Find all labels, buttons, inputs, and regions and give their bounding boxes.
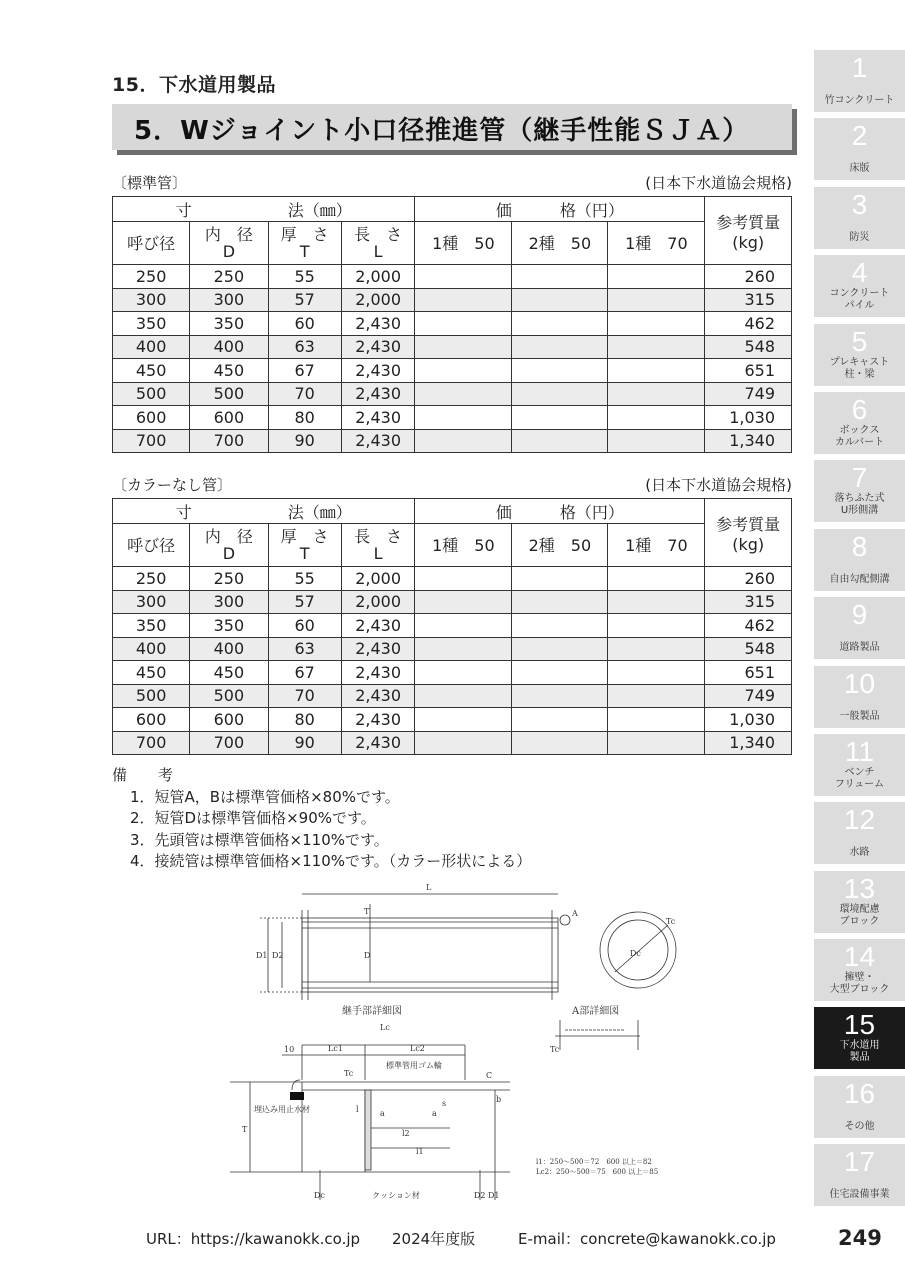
table-row (113, 590, 792, 614)
cell-mass: 1,340 (705, 731, 792, 755)
dim-D1-joint: D1 (488, 1191, 500, 1200)
table-row (113, 359, 792, 383)
notes-heading: 備 考 (112, 766, 182, 784)
chapter-tab-label: 床版 (849, 163, 870, 175)
table-row (113, 335, 792, 359)
dim-Dc-joint: Dc (314, 1191, 325, 1200)
cell-length: 2,430 (341, 708, 415, 732)
chapter-tab-label: 住宅設備事業 (829, 1189, 890, 1201)
cell-nominal: 350 (113, 312, 190, 336)
dim-T: T (364, 907, 370, 916)
cell-nominal: 600 (113, 708, 190, 732)
cell-nominal: 500 (113, 684, 190, 708)
cell-length: 2,000 (341, 288, 415, 312)
cell-price-2 (512, 312, 608, 336)
cell-thick: 70 (268, 684, 341, 708)
chapter-tab-label: 落ちふた式 U形側溝 (834, 493, 885, 517)
thick-header: 厚 さ T (268, 222, 341, 265)
price-col-3: 1種 70 (608, 222, 705, 265)
cell-mass: 749 (705, 382, 792, 406)
mass-header: 参考質量 (kg) (705, 197, 792, 265)
cell-price-3 (608, 708, 705, 732)
rubber-ring-label: 標準管用ゴム輪 (386, 1061, 442, 1070)
table-row (113, 429, 792, 453)
cell-mass: 548 (705, 335, 792, 359)
nominal-header: 呼び径 (113, 524, 190, 567)
joint-detail (230, 1045, 510, 1200)
table-row (113, 265, 792, 289)
cell-price-3 (608, 661, 705, 685)
cell-price-1 (415, 614, 512, 638)
cell-mass: 1,030 (705, 406, 792, 430)
cell-price-2 (512, 708, 608, 732)
chapter-tab-label: コンクリート パイル (829, 288, 890, 312)
chapter-tab-16[interactable] (814, 1076, 905, 1138)
cell-thick: 70 (268, 382, 341, 406)
cell-inner: 700 (190, 429, 268, 453)
chapter-tab-number: 5 (851, 325, 868, 357)
chapter-tab-number: 8 (851, 530, 868, 562)
cell-nominal: 250 (113, 265, 190, 289)
standard-note: (日本下水道協会規格) (645, 174, 792, 192)
cell-price-1 (415, 661, 512, 685)
chapter-tab-label: 自由勾配側溝 (829, 573, 890, 585)
cell-nominal: 450 (113, 359, 190, 383)
footer-email[interactable]: E-mail：concrete@kawanokk.co.jp (518, 1230, 776, 1248)
chapter-tab-number: 6 (851, 393, 868, 425)
cell-mass: 260 (705, 265, 792, 289)
chapter-tab-number: 7 (851, 462, 868, 494)
price-header: 価 格（円） (415, 197, 705, 222)
cell-length: 2,430 (341, 731, 415, 755)
cell-inner: 450 (190, 661, 268, 685)
cell-inner: 350 (190, 614, 268, 638)
price-col-1: 1種 50 (415, 524, 512, 567)
note-item: 1．短管A，Bは標準管価格×80%です。 (130, 787, 400, 806)
chapter-tab-label: 防災 (849, 231, 870, 243)
chapter-tab-11[interactable] (814, 734, 905, 796)
chapter-tab-number: 14 (843, 941, 876, 973)
cell-mass: 651 (705, 359, 792, 383)
dim-header: 寸 法（㎜） (113, 499, 415, 524)
cell-nominal: 700 (113, 731, 190, 755)
cell-price-3 (608, 614, 705, 638)
dim-l: l (356, 1105, 359, 1114)
chapter-tab-8[interactable] (814, 529, 905, 591)
cell-length: 2,000 (341, 567, 415, 591)
cell-length: 2,430 (341, 429, 415, 453)
section-label: 15．下水道用製品 (112, 74, 276, 96)
chapter-tab-1[interactable] (814, 50, 905, 112)
chapter-tab-label: 下水道用 製品 (839, 1040, 880, 1064)
cell-price-3 (608, 684, 705, 708)
cell-price-3 (608, 359, 705, 383)
cell-length: 2,430 (341, 335, 415, 359)
cell-thick: 80 (268, 406, 341, 430)
chapter-tab-label: ボックス カルバート (834, 424, 885, 448)
a-detail (555, 1020, 640, 1050)
cell-thick: 57 (268, 590, 341, 614)
cell-inner: 250 (190, 567, 268, 591)
chapter-tab-label: 一般製品 (839, 710, 880, 722)
standard-note: (日本下水道協会規格) (645, 476, 792, 494)
chapter-tab-number: 13 (843, 872, 876, 904)
dim-D2: D2 (272, 951, 284, 960)
dim-b: b (496, 1095, 502, 1104)
dim-Lc2: Lc2 (410, 1044, 425, 1053)
cell-price-3 (608, 335, 705, 359)
cell-price-2 (512, 661, 608, 685)
chapter-tab-number: 4 (851, 257, 868, 289)
cell-inner: 400 (190, 637, 268, 661)
dim-l2: l2 (402, 1129, 410, 1138)
dim-a1: a (380, 1109, 385, 1118)
chapter-tab-6[interactable] (814, 392, 905, 454)
page-title: 5．Wジョイント小口径推進管（継手性能ＳＪＡ） (134, 116, 750, 146)
cell-mass: 548 (705, 637, 792, 661)
mark-A: A (572, 909, 578, 918)
chapter-tabs (814, 50, 905, 1213)
chapter-tab-2[interactable] (814, 118, 905, 180)
spec-table-standard (112, 196, 792, 453)
spec-table-collarless (112, 498, 792, 755)
thick-header: 厚 さ T (268, 524, 341, 567)
cell-price-3 (608, 265, 705, 289)
chapter-tab-label: その他 (844, 1120, 875, 1132)
cell-price-2 (512, 429, 608, 453)
cell-inner: 350 (190, 312, 268, 336)
cell-inner: 500 (190, 382, 268, 406)
cell-thick: 67 (268, 661, 341, 685)
cell-price-1 (415, 382, 512, 406)
table-row (113, 312, 792, 336)
table-row (113, 614, 792, 638)
cell-price-1 (415, 312, 512, 336)
cell-price-3 (608, 429, 705, 453)
cell-inner: 450 (190, 359, 268, 383)
dim-Tc-section: Tc (666, 917, 676, 926)
cell-price-2 (512, 684, 608, 708)
table-row (113, 567, 792, 591)
cell-price-2 (512, 359, 608, 383)
cell-thick: 90 (268, 731, 341, 755)
note-item: 4．接続管は標準管価格×110%です。（カラー形状による） (130, 852, 532, 870)
cell-price-2 (512, 265, 608, 289)
dim-Lc: Lc (380, 1023, 390, 1032)
table-caption: 〔標準管〕 (112, 174, 188, 192)
cell-mass: 462 (705, 312, 792, 336)
notes (112, 765, 531, 873)
dim-Lc1: Lc1 (328, 1044, 343, 1053)
chapter-tab-label: 竹コンクリート (824, 95, 895, 106)
cell-length: 2,430 (341, 359, 415, 383)
cell-price-2 (512, 637, 608, 661)
cell-price-3 (608, 637, 705, 661)
cell-thick: 57 (268, 288, 341, 312)
table-row (113, 661, 792, 685)
price-col-1: 1種 50 (415, 222, 512, 265)
dim-D2-joint: D2 (474, 1191, 486, 1200)
joint-detail-caption: 継手部詳細図 (342, 1006, 402, 1017)
chapter-tab-label: ベンチ フリューム (834, 766, 885, 790)
dim-l1: l1 (416, 1147, 424, 1156)
dim-Dc: Dc (630, 949, 641, 958)
chapter-tab-9[interactable] (814, 597, 905, 659)
chapter-tab-number: 11 (844, 735, 875, 767)
chapter-tab-13[interactable] (814, 871, 905, 933)
table-row (113, 637, 792, 661)
cell-nominal: 400 (113, 335, 190, 359)
chapter-tab-number: 3 (851, 188, 868, 220)
cell-price-2 (512, 590, 608, 614)
cell-length: 2,430 (341, 312, 415, 336)
cell-price-2 (512, 335, 608, 359)
dim-D: D (364, 951, 371, 960)
cell-price-1 (415, 265, 512, 289)
chapter-tab-17[interactable] (814, 1144, 905, 1206)
cell-thick: 55 (268, 567, 341, 591)
chapter-tab-label: プレキャスト 柱・梁 (829, 356, 890, 380)
dim-T-joint: T (242, 1125, 248, 1134)
cell-mass: 462 (705, 614, 792, 638)
dim-10: 10 (284, 1045, 295, 1054)
chapter-tab-7[interactable] (814, 460, 905, 522)
chapter-tab-label: 擁壁・ 大型ブロック (829, 972, 890, 996)
chapter-tab-number: 9 (851, 599, 868, 631)
cell-length: 2,000 (341, 265, 415, 289)
dim-a2: a (432, 1109, 437, 1118)
table-row (113, 406, 792, 430)
cell-price-3 (608, 590, 705, 614)
cell-price-3 (608, 312, 705, 336)
spec-line-2: Lc2：250～500＝75 600 以上＝85 (536, 1168, 659, 1176)
chapter-tab-number: 16 (843, 1077, 876, 1109)
cell-mass: 651 (705, 661, 792, 685)
table-row (113, 288, 792, 312)
sealant-block (290, 1092, 304, 1100)
mass-header: 参考質量 (kg) (705, 499, 792, 567)
note-item: 3．先頭管は標準管価格×110%です。 (130, 830, 389, 849)
cell-thick: 60 (268, 312, 341, 336)
table-row (113, 684, 792, 708)
cell-price-2 (512, 406, 608, 430)
cell-price-2 (512, 382, 608, 406)
cell-nominal: 450 (113, 661, 190, 685)
dim-L: L (426, 883, 432, 892)
chapter-tab-15[interactable] (814, 1007, 905, 1069)
price-col-3: 1種 70 (608, 524, 705, 567)
cell-thick: 90 (268, 429, 341, 453)
cell-price-3 (608, 567, 705, 591)
sealant-label: 埋込み用止水材 (254, 1105, 310, 1114)
dim-D1: D1 (256, 951, 268, 960)
cell-price-1 (415, 731, 512, 755)
dim-s: s (442, 1099, 447, 1108)
cell-inner: 400 (190, 335, 268, 359)
cell-nominal: 400 (113, 637, 190, 661)
cell-price-2 (512, 288, 608, 312)
cell-price-1 (415, 708, 512, 732)
pipe-side-view (260, 894, 570, 1000)
cell-price-2 (512, 731, 608, 755)
cell-length: 2,430 (341, 661, 415, 685)
chapter-tab-label: 水路 (849, 847, 870, 859)
cell-inner: 500 (190, 684, 268, 708)
price-col-2: 2種 50 (512, 524, 608, 567)
cell-mass: 1,030 (705, 708, 792, 732)
table-caption: 〔カラーなし管〕 (112, 476, 233, 494)
cell-inner: 300 (190, 590, 268, 614)
cell-nominal: 500 (113, 382, 190, 406)
table-row (113, 731, 792, 755)
length-header: 長 さ L (341, 524, 415, 567)
cell-nominal: 350 (113, 614, 190, 638)
cushion-label: クッション材 (372, 1191, 420, 1200)
cell-inner: 600 (190, 708, 268, 732)
cell-price-1 (415, 429, 512, 453)
chapter-tab-number: 10 (843, 667, 876, 699)
inner-header: 内 径 D (190, 222, 268, 265)
chapter-tab-number: 1 (851, 52, 868, 83)
cell-inner: 700 (190, 731, 268, 755)
cell-price-3 (608, 382, 705, 406)
cell-price-3 (608, 406, 705, 430)
length-header: 長 さ L (341, 222, 415, 265)
cell-price-1 (415, 590, 512, 614)
chapter-tab-12[interactable] (814, 802, 905, 864)
cell-thick: 63 (268, 637, 341, 661)
cell-mass: 315 (705, 288, 792, 312)
chapter-tab-number: 15 (843, 1009, 876, 1041)
dim-header: 寸 法（㎜） (113, 197, 415, 222)
table-row (113, 382, 792, 406)
price-header: 価 格（円） (415, 499, 705, 524)
cell-length: 2,430 (341, 382, 415, 406)
footer-edition: 2024年度版 (392, 1230, 476, 1248)
cell-length: 2,430 (341, 406, 415, 430)
cell-nominal: 300 (113, 590, 190, 614)
cell-mass: 749 (705, 684, 792, 708)
cell-price-1 (415, 288, 512, 312)
cell-price-1 (415, 684, 512, 708)
cell-price-2 (512, 614, 608, 638)
cell-nominal: 600 (113, 406, 190, 430)
cell-mass: 260 (705, 567, 792, 591)
cell-thick: 63 (268, 335, 341, 359)
cell-thick: 80 (268, 708, 341, 732)
cell-inner: 250 (190, 265, 268, 289)
spec-line-1: l1：250～500＝72 600 以上＝82 (536, 1158, 652, 1166)
pipe-drawing (220, 880, 690, 1210)
cell-length: 2,430 (341, 614, 415, 638)
dim-C: C (486, 1071, 493, 1080)
title-bar (112, 104, 792, 150)
cell-nominal: 700 (113, 429, 190, 453)
cell-inner: 300 (190, 288, 268, 312)
cell-price-2 (512, 567, 608, 591)
cell-price-3 (608, 288, 705, 312)
chapter-tab-3[interactable] (814, 187, 905, 249)
cell-thick: 67 (268, 359, 341, 383)
chapter-tab-number: 2 (851, 120, 868, 152)
price-col-2: 2種 50 (512, 222, 608, 265)
chapter-tab-10[interactable] (814, 666, 905, 728)
footer-url[interactable]: URL：https://kawanokk.co.jp (146, 1230, 361, 1248)
dim-Tc-detail: Tc (550, 1045, 560, 1054)
cell-price-1 (415, 406, 512, 430)
dim-Tc-joint: Tc (344, 1069, 354, 1078)
chapter-tab-5[interactable] (814, 324, 905, 386)
cell-price-1 (415, 567, 512, 591)
table-row (113, 708, 792, 732)
chapter-tab-4[interactable] (814, 255, 905, 317)
cell-length: 2,000 (341, 590, 415, 614)
cell-length: 2,430 (341, 684, 415, 708)
note-item: 2．短管Dは標準管価格×90%です。 (130, 809, 376, 827)
chapter-tab-label: 環境配慮 ブロック (839, 903, 880, 927)
a-detail-caption: A部詳細図 (572, 1006, 620, 1017)
cell-mass: 1,340 (705, 429, 792, 453)
cell-nominal: 250 (113, 567, 190, 591)
chapter-tab-number: 12 (843, 804, 876, 836)
cell-thick: 55 (268, 265, 341, 289)
inner-header: 内 径 D (190, 524, 268, 567)
cell-nominal: 300 (113, 288, 190, 312)
chapter-tab-14[interactable] (814, 939, 905, 1001)
cell-thick: 60 (268, 614, 341, 638)
cell-price-1 (415, 637, 512, 661)
cell-price-1 (415, 359, 512, 383)
cell-price-1 (415, 335, 512, 359)
page-number: 249 (838, 1226, 882, 1250)
cell-inner: 600 (190, 406, 268, 430)
cell-price-3 (608, 731, 705, 755)
nominal-header: 呼び径 (113, 222, 190, 265)
chapter-tab-label: 道路製品 (839, 642, 880, 654)
cell-mass: 315 (705, 590, 792, 614)
cell-length: 2,430 (341, 637, 415, 661)
chapter-tab-number: 17 (843, 1146, 876, 1178)
